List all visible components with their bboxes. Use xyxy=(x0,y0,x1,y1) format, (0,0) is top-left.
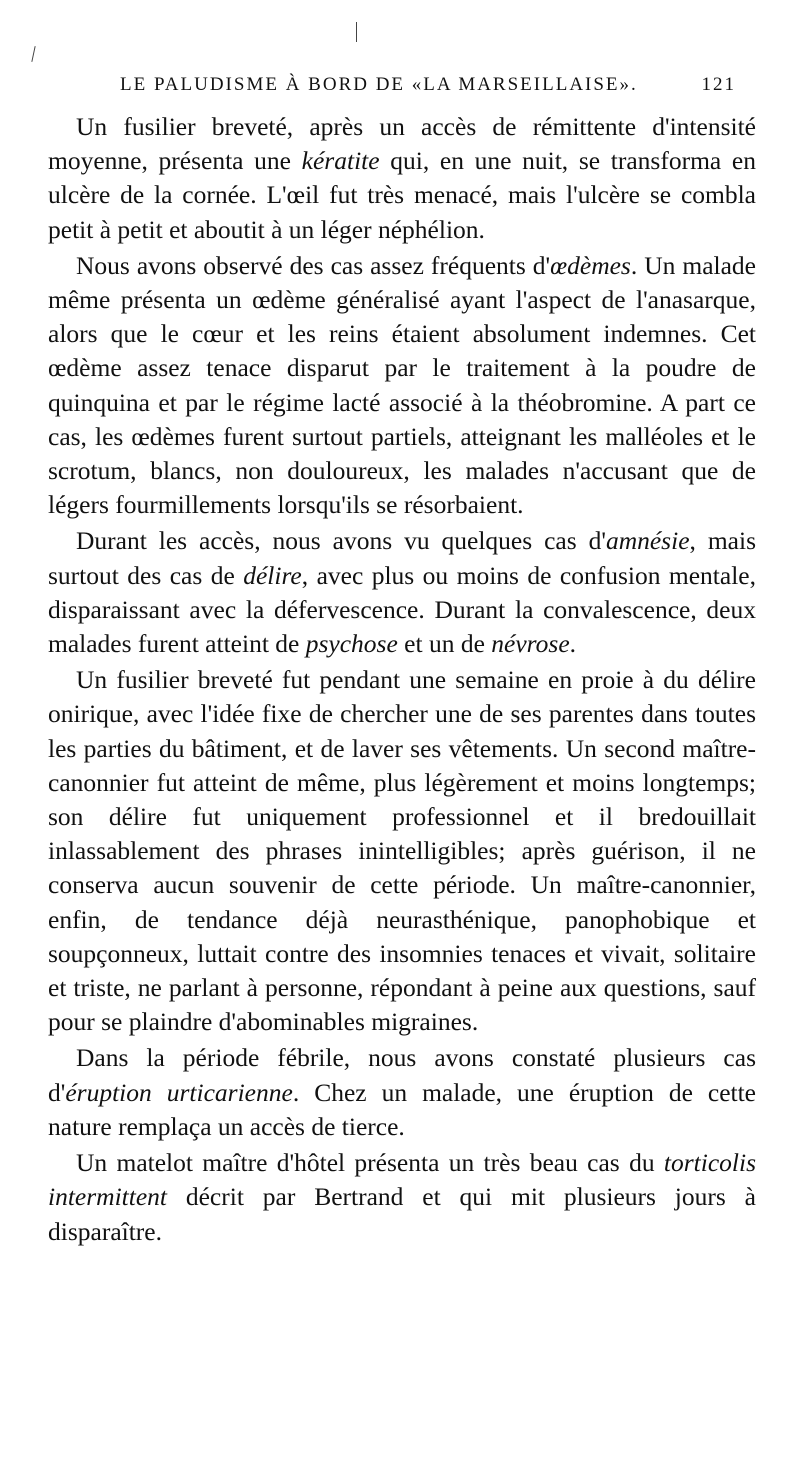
text-run: Nous avons observé des cas assez fréquents d' xyxy=(76,250,551,280)
scan-mark xyxy=(31,46,35,62)
text-run: , avec plus ou moins de confusion mentale, disparaissant avec la défervescence. Durant la convalescence, deux malades furent atteint de xyxy=(48,560,756,659)
text-run: Un fusilier breveté fut pendant une semaine en proie à du délire onirique, avec l'idée fixe de chercher une de ses parentes dans toutes les parties du bâtiment, et de laver ses vêtements. Un second maître-canonnier fut atteint de même, plus légèrement et moins longtemps; son délire fut uniquement professionnel et il bredouillait inlassablement des phrases inintelligibles; après guérison, il ne conserva aucun souvenir de cette période. Un maître-canonnier, enfin, de tendance déjà neurasthénique, panophobique et soupçonneux, luttait contre des insomnies tenaces et vivait, solitaire et triste, ne parlant à personne, répondant à peine aux questions, sauf pour se plaindre d'abominables migraines. xyxy=(48,665,756,1037)
italic-term: délire xyxy=(243,560,302,590)
paragraph xyxy=(48,110,756,247)
page-number: 121 xyxy=(701,74,736,95)
paragraph xyxy=(48,663,756,1039)
italic-term: névrose xyxy=(491,629,570,659)
text-run: décrit par Bertrand et qui mit plusieurs jours à disparaître. xyxy=(48,1182,756,1246)
paragraph xyxy=(48,1041,756,1144)
text-run: . Un malade même présenta un œdème généralisé ayant l'aspect de l'anasarque, alors que le cœur et les reins étaient absolument indemnes. Cet œdème assez tenace disparut par le traitement à la poudre de quinquina et par le régime lacté associé à la théobromine. A part ce cas, les œdèmes furent surtout partiels, atteignant les malléoles et le scrotum, blancs, non douloureux, les malades n'accusant que de légers fourmillements lorsqu'ils se résorbaient. xyxy=(48,250,756,520)
text-run: . Chez un malade, une éruption de cette nature remplaça un accès de tierce. xyxy=(48,1077,757,1141)
italic-term: éruption urticarienne xyxy=(65,1077,293,1107)
text-run: Un fusilier breveté, après un accès de rémittente d'intensité moyenne, présenta une xyxy=(48,112,756,176)
italic-term: psychose xyxy=(305,629,398,659)
body-text xyxy=(48,110,756,1251)
italic-term: kératite xyxy=(301,146,380,176)
italic-term: torticolis intermittent xyxy=(48,1148,756,1212)
italic-term: œdèmes xyxy=(550,250,631,280)
text-run: , mais surtout des cas de xyxy=(48,526,756,590)
text-run: Durant les accès, nous avons vu quelques cas d' xyxy=(76,526,606,556)
paragraph xyxy=(48,524,756,661)
text-run: Dans la période fébrile, nous avons constaté plusieurs cas d' xyxy=(48,1043,756,1107)
text-run: . xyxy=(569,629,577,659)
running-header xyxy=(120,74,736,96)
scan-mark xyxy=(356,22,357,42)
text-run: qui, en une nuit, se transforma en ulcère de la cornée. L'œil fut très menacé, mais l'ulcère se combla petit à petit et aboutit à un léger néphélion. xyxy=(48,146,756,244)
paragraph xyxy=(48,249,756,523)
text-run: et un de xyxy=(397,629,492,659)
text-run: Un matelot maître d'hôtel présenta un très beau cas du xyxy=(76,1148,664,1178)
italic-term: amnésie xyxy=(605,526,690,556)
paragraph xyxy=(48,1146,756,1249)
running-title: LE PALUDISME À BORD DE «LA MARSEILLAISE». xyxy=(120,74,638,95)
